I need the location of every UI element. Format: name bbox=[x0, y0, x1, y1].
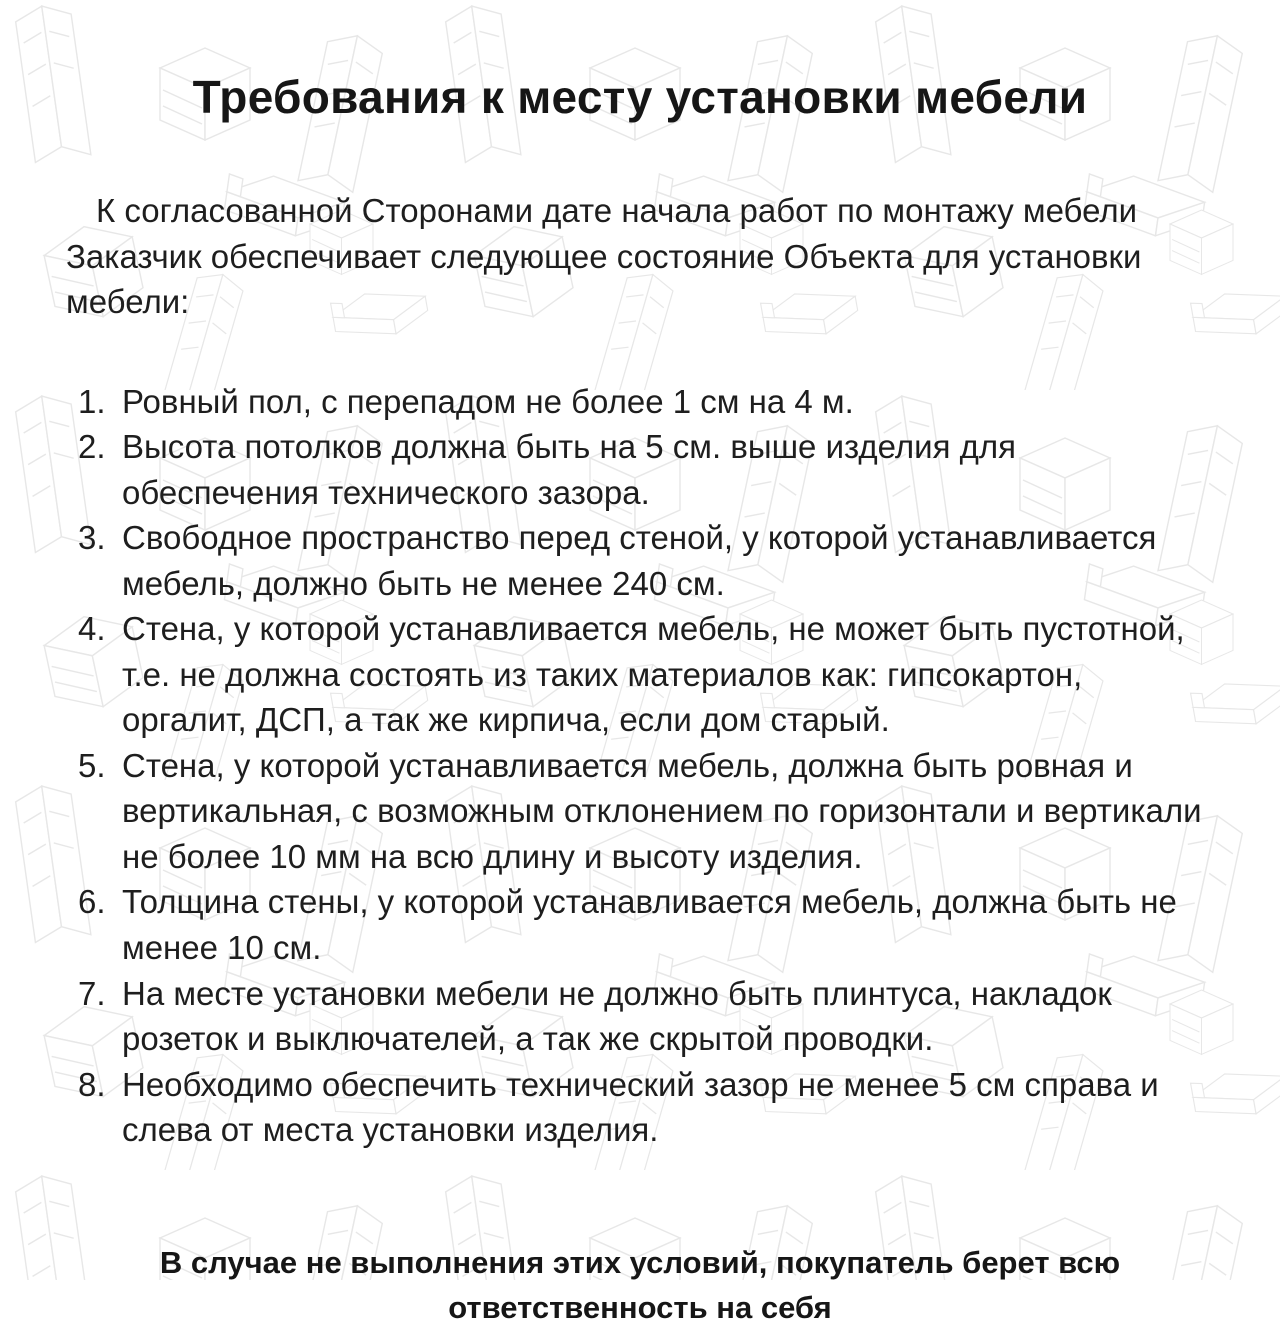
requirements-list bbox=[66, 379, 1214, 1153]
list-item bbox=[78, 743, 1214, 880]
list-item-text: На месте установки мебели не должно быть плинтуса, накладок розеток и выключателей, а так же скрытой проводки. bbox=[122, 974, 1112, 1058]
list-item-text: Стена, у которой устанавливается мебель, не может быть пустотной, т.е. не должна состоять из таких материалов как: гипсокартон, оргалит, ДСП, а так же кирпича, если дом старый. bbox=[122, 610, 1185, 739]
list-item-text: Необходимо обеспечить технический зазор не менее 5 см справа и слева от места установки изделия. bbox=[122, 1065, 1159, 1149]
list-item bbox=[78, 879, 1214, 970]
list-item-number: 8. bbox=[78, 1065, 106, 1103]
list-item bbox=[78, 606, 1214, 743]
list-item bbox=[78, 515, 1214, 606]
footer-disclaimer: В случае не выполнения этих условий, покупатель берет всю ответственность на себя bbox=[159, 1244, 1121, 1325]
list-item-number: 5. bbox=[78, 746, 106, 784]
list-item-number: 4. bbox=[78, 610, 106, 648]
list-item-number: 6. bbox=[78, 883, 106, 921]
list-item-number: 3. bbox=[78, 519, 106, 557]
page-title: Требования к месту установки мебели bbox=[192, 71, 1088, 123]
intro-paragraph: К согласованной Сторонами дате начала работ по монтажу мебели Заказчик обеспечивает следующее состояние Объекта для установки мебели: bbox=[66, 192, 1142, 321]
list-item-text: Ровный пол, с перепадом не более 1 см на 4 м. bbox=[122, 382, 854, 420]
list-item bbox=[78, 971, 1214, 1062]
list-item-text: Свободное пространство перед стеной, у которой устанавливается мебель, должно быть не менее 240 см. bbox=[122, 519, 1157, 602]
list-item-number: 1. bbox=[78, 382, 106, 420]
list-item bbox=[78, 379, 1214, 425]
list-item-number: 7. bbox=[78, 974, 106, 1012]
list-item-text: Высота потолков должна быть на 5 см. выше изделия для обеспечения технического зазора. bbox=[122, 428, 1017, 511]
list-item bbox=[78, 1062, 1214, 1153]
list-item-text: Стена, у которой устанавливается мебель, должна быть ровная и вертикальная, с возможным отклонением по горизонтали и вертикали не более 10 мм на всю длину и высоту изделия. bbox=[122, 746, 1202, 875]
list-item bbox=[78, 424, 1214, 515]
list-item-number: 2. bbox=[78, 428, 106, 466]
list-item-text: Толщина стены, у которой устанавливается мебель, должна быть не менее 10 см. bbox=[122, 883, 1177, 966]
